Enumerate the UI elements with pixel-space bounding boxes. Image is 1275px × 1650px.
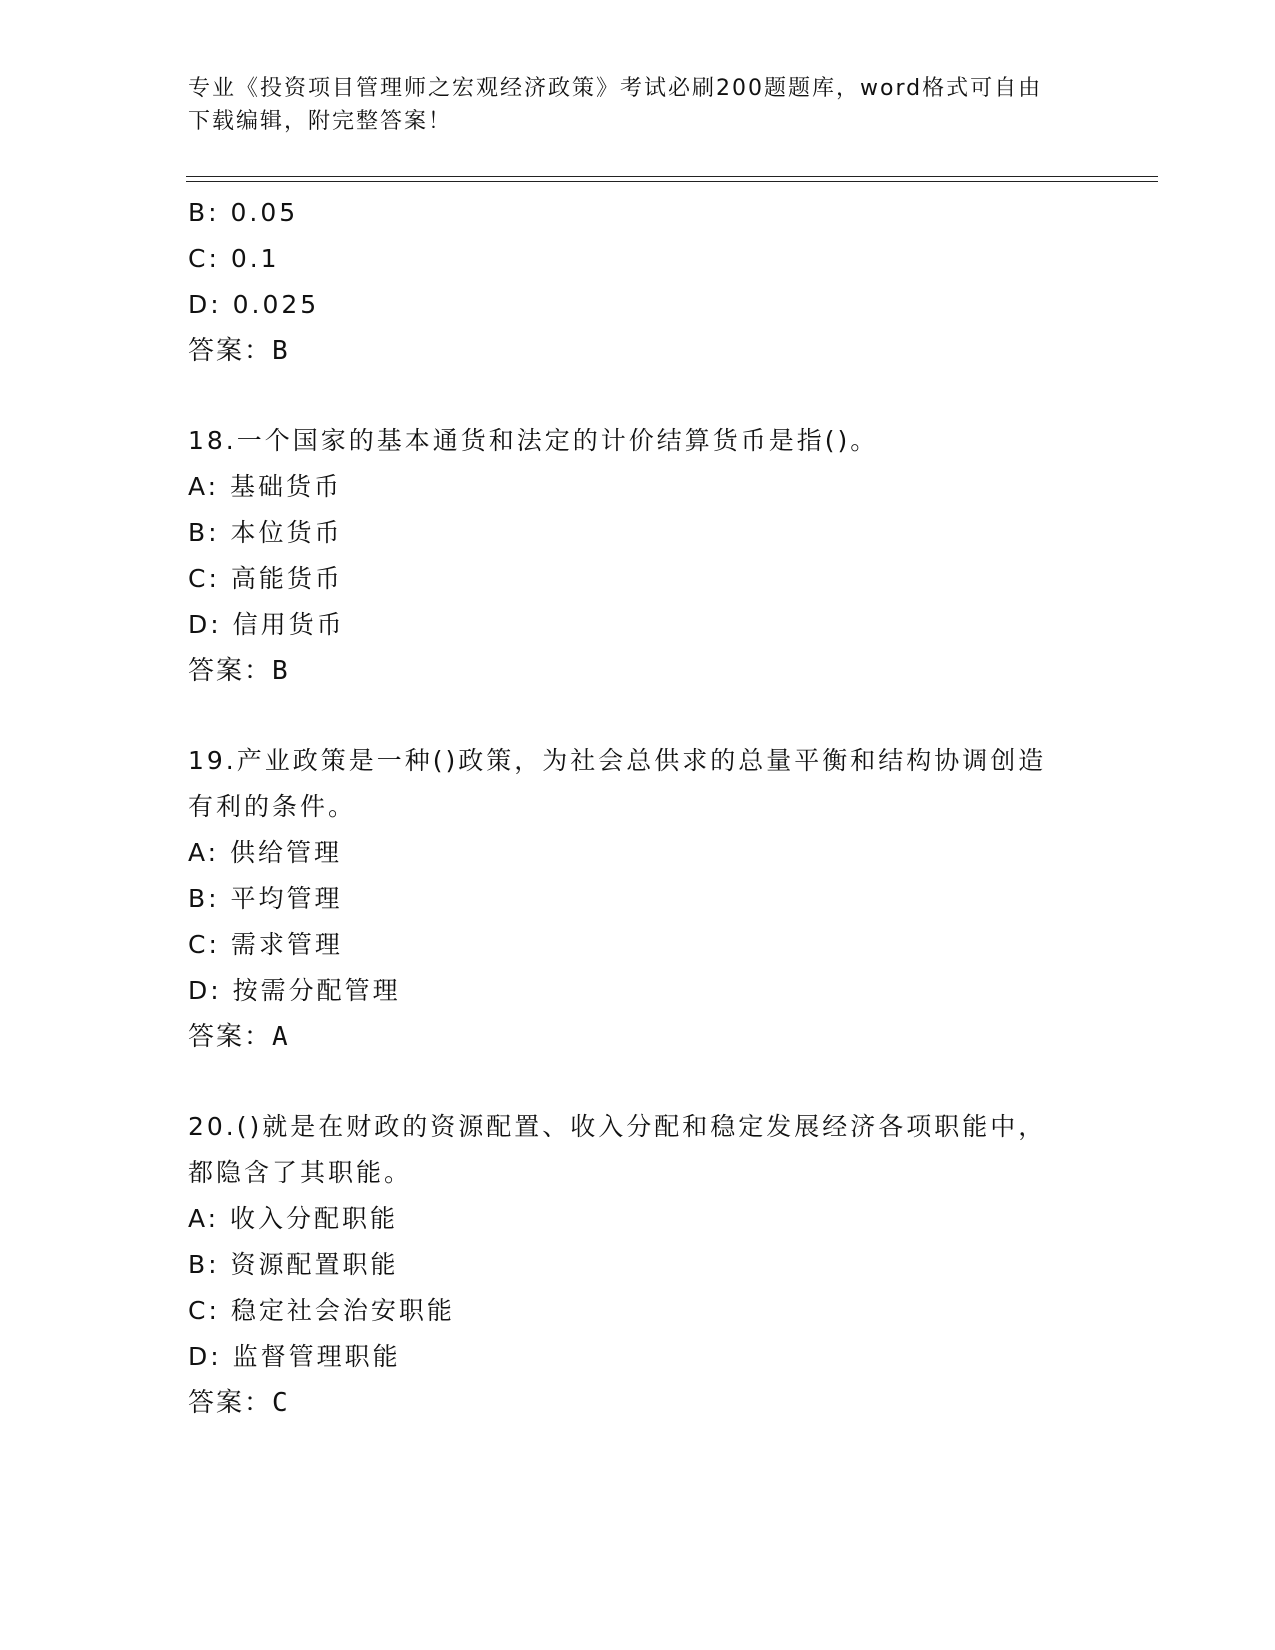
document-title-line-1: 专业《投资项目管理师之宏观经济政策》考试必刷200题题库，word格式可自由 [188,76,1043,101]
option-c: C: 高能货币 [188,564,343,593]
option-b: B: 0.05 [188,198,299,227]
option-c: C: 稳定社会治安职能 [188,1296,455,1325]
header-divider-bottom [186,181,1158,182]
document-body [188,190,1088,1426]
answer-line: 答案：B [188,656,290,686]
answer-line: 答案：C [188,1388,290,1418]
option-b: B: 平均管理 [188,884,343,913]
option-d: D: 0.025 [188,290,320,319]
question-stem-line-1: 20.()就是在财政的资源配置、收入分配和稳定发展经济各项职能中， [188,1112,1047,1141]
page-header [188,72,1088,138]
question-stem: 18.一个国家的基本通货和法定的计价结算货币是指()。 [188,426,879,455]
option-b: B: 本位货币 [188,518,343,547]
answer-line: 答案：A [188,1022,290,1052]
header-divider-top [186,176,1158,177]
option-a: A: 基础货币 [188,472,343,501]
option-d: D: 监督管理职能 [188,1342,401,1371]
option-a: A: 供给管理 [188,838,343,867]
question-stem-line-1: 19.产业政策是一种()政策，为社会总供求的总量平衡和结构协调创造 [188,746,1047,775]
option-c: C: 需求管理 [188,930,343,959]
question-stem-line-2: 都隐含了其职能。 [188,1158,413,1187]
document-title-line-2: 下载编辑，附完整答案！ [188,109,453,134]
answer-line: 答案：B [188,336,290,366]
question-17-partial [188,190,1088,374]
option-c: C: 0.1 [188,244,280,273]
question-19 [188,738,1088,1060]
question-20 [188,1104,1088,1426]
option-d: D: 信用货币 [188,610,345,639]
option-a: A: 收入分配职能 [188,1204,399,1233]
question-stem-line-2: 有利的条件。 [188,792,357,821]
option-b: B: 资源配置职能 [188,1250,399,1279]
option-d: D: 按需分配管理 [188,976,401,1005]
question-18 [188,418,1088,694]
